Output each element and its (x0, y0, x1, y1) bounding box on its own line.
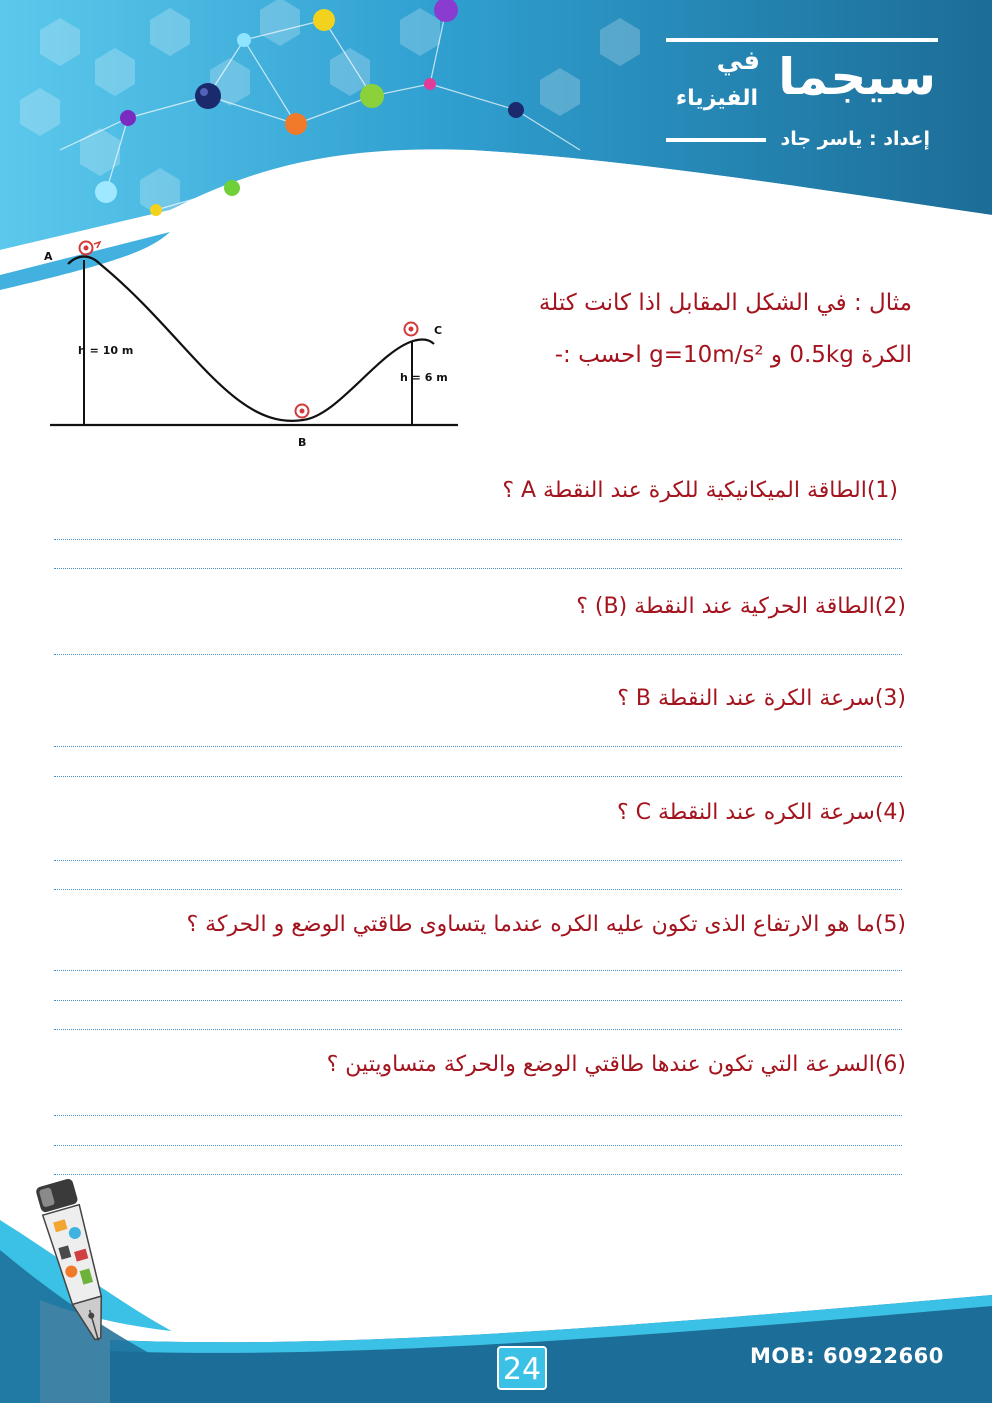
track-curve (68, 257, 434, 421)
pen-icon (28, 1170, 138, 1360)
question-2: (2)الطاقة الحركية عند النقطة (B) ؟ (576, 594, 906, 619)
ball-a-icon (80, 242, 101, 255)
answer-line[interactable] (54, 568, 902, 569)
answer-line[interactable] (54, 1145, 902, 1146)
answer-line[interactable] (54, 860, 902, 861)
answer-line[interactable] (54, 654, 902, 655)
label-a: A (44, 250, 53, 263)
answer-line[interactable] (54, 970, 902, 971)
answer-line[interactable] (54, 539, 902, 540)
brand-fi-text: في (716, 46, 760, 76)
answer-line[interactable] (54, 776, 902, 777)
answer-line[interactable] (54, 1000, 902, 1001)
question-3: (3)سرعة الكرة عند النقطة B ؟ (617, 686, 906, 711)
question-5: (5)ما هو الارتفاع الذى تكون عليه الكره عندما يتساوى طاقتي الوضع و الحركة ؟ (186, 912, 906, 937)
question-1: (1)الطاقة الميكانيكية للكرة عند النقطة A ؟ (502, 478, 898, 503)
question-4: (4)سرعة الكره عند النقطة C ؟ (616, 800, 906, 825)
label-c: C (434, 324, 443, 337)
height-a-label: h = 10 m (78, 344, 134, 357)
question-6: (6)السرعة التي تكون عندها طاقتي الوضع والحركة متساويتين ؟ (326, 1052, 906, 1077)
mobile-number: MOB: 60922660 (750, 1344, 944, 1368)
track-diagram (38, 236, 468, 456)
brand-subtitle: الفيزياء (675, 86, 758, 111)
brand-author: إعداد : ياسر جاد (780, 128, 930, 150)
footer-background (0, 1190, 992, 1403)
brand-title: سيجما (778, 48, 936, 106)
height-c-label: h = 6 m (400, 371, 448, 384)
label-b: B (298, 436, 307, 449)
ball-b-icon (296, 405, 309, 418)
ball-c-icon (405, 323, 418, 336)
answer-line[interactable] (54, 1174, 902, 1175)
answer-line[interactable] (54, 746, 902, 747)
example-line-1: مثال : في الشكل المقابل اذا كانت كتلة (538, 290, 912, 316)
answer-line[interactable] (54, 1029, 902, 1030)
example-line-2: الكرة 0.5kg و g=10m/s² احسب :- (554, 342, 912, 368)
page-number: 24 (497, 1346, 547, 1390)
answer-line[interactable] (54, 889, 902, 890)
answer-line[interactable] (54, 1115, 902, 1116)
